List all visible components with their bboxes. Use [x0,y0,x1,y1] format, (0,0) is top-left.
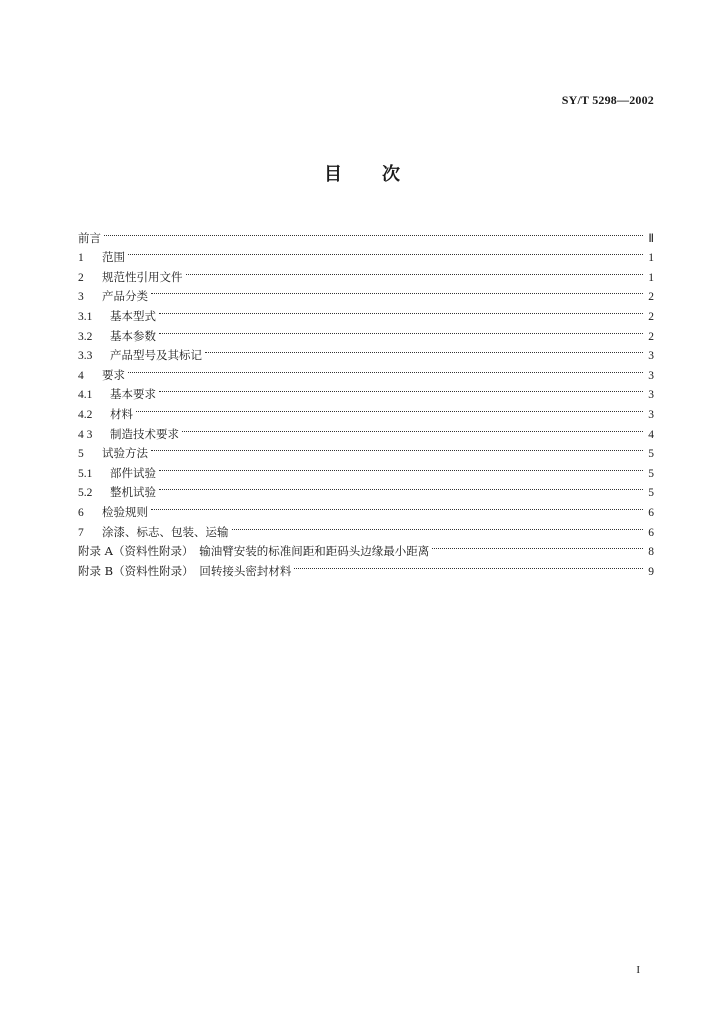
toc-entry-3-1[interactable] [78,300,654,323]
toc-entry-page: 3 [648,408,654,421]
toc-entry-page: 6 [648,526,654,539]
toc-entry-5[interactable] [78,438,654,461]
toc-entry-number: 7 [78,526,84,539]
toc-entry-page: 1 [648,271,654,284]
title-char-1: 目 [324,164,342,185]
standard-number: SY/T 5298—2002 [561,93,654,107]
toc-entry-page: 2 [648,291,654,304]
toc-dot-leader [104,222,643,242]
toc-entry-number: 4.2 [78,408,93,421]
toc-dot-leader [232,516,644,536]
toc-entry-7[interactable] [78,516,654,539]
toc-entry-number: 5 [78,448,84,461]
toc-entry-page: 4 [648,428,654,441]
toc-entry-label: 材料 [110,406,133,421]
toc-entry-page: 2 [648,330,654,343]
toc-entry-foreword[interactable] [78,222,654,245]
toc-dot-leader [182,418,643,438]
toc-entry-label: 涂漆、标志、包装、运输 [102,524,229,539]
toc-dot-leader [205,340,643,360]
toc-entry-page: 3 [648,350,654,363]
toc-dot-leader [151,496,643,516]
toc-entry-5-2[interactable] [78,477,654,500]
toc-entry-page: 5 [648,467,654,480]
toc-entry-label: 要求 [102,367,125,382]
toc-entry-page: 5 [648,448,654,461]
toc-entry-number: 1 [78,252,84,265]
toc-entry-1[interactable] [78,242,654,265]
toc-dot-leader [159,320,643,340]
toc-entry-label: 规范性引用文件 [102,269,183,284]
toc-entry-page: 2 [648,310,654,323]
page-title [0,160,724,186]
toc-entry-label: 范围 [102,250,125,265]
toc-dot-leader [136,398,643,418]
toc-entry-label: 产品型号及其标记 [110,348,202,363]
toc-dot-leader [151,281,643,301]
title-char-2: 次 [382,164,400,185]
toc-entry-label: 整机试验 [110,485,156,500]
toc-entry-number: 3.3 [78,350,93,363]
toc-entry-label: 基本要求 [110,387,156,402]
toc-entry-label: 附录 A（资料性附录） 输油臂安装的标准间距和距码头边缘最小距离 [78,544,430,559]
toc-entry-label: 制造技术要求 [110,426,179,441]
toc-dot-leader [151,438,643,458]
toc-dot-leader [294,555,643,575]
toc-entry-5-1[interactable] [78,457,654,480]
toc-entry-number: 3.1 [78,310,93,323]
toc-entry-label: 部件试验 [110,465,156,480]
toc-dot-leader [128,242,643,262]
toc-entry-3-3[interactable] [78,340,654,363]
toc-entry-page: 9 [648,565,654,578]
toc-entry-3-2[interactable] [78,320,654,343]
toc-dot-leader [128,359,643,379]
toc-entry-number: 4 3 [78,428,93,441]
toc-entry-page: 6 [648,506,654,519]
toc-entry-page: 5 [648,487,654,500]
toc-entry-number: 4.1 [78,389,93,402]
toc-entry-label: 前言 [78,230,101,245]
toc-entry-label: 检验规则 [102,504,148,519]
toc-entry-4-3[interactable] [78,418,654,441]
toc-entry-label: 试验方法 [102,446,148,461]
toc-entry-4-1[interactable] [78,379,654,402]
toc-dot-leader [432,536,643,556]
toc-dot-leader [159,477,643,497]
toc-entry-number: 2 [78,271,84,284]
page-number: I [636,964,640,976]
toc-entry-3[interactable] [78,281,654,304]
toc-entry-4-2[interactable] [78,398,654,421]
toc-dot-leader [159,300,643,320]
toc-entry-page: 8 [648,546,654,559]
toc-dot-leader [159,457,643,477]
toc-entry-page: 1 [648,252,654,265]
toc-entry-label: 附录 B（资料性附录） 回转接头密封材料 [78,563,292,578]
toc-entry-label: 基本型式 [110,308,156,323]
toc-entry-page: 3 [648,389,654,402]
toc-dot-leader [186,261,644,281]
toc-entry-page: 3 [648,369,654,382]
toc-entry-number: 4 [78,369,84,382]
toc-entry-number: 5.2 [78,487,93,500]
toc-entry-label: 产品分类 [102,289,148,304]
toc-entry-label: 基本参数 [110,328,156,343]
table-of-contents [78,222,654,578]
toc-entry-6[interactable] [78,496,654,519]
toc-entry-2[interactable] [78,261,654,284]
toc-entry-number: 3.2 [78,330,93,343]
toc-dot-leader [159,379,643,399]
toc-entry-4[interactable] [78,359,654,382]
toc-entry-number: 3 [78,291,84,304]
toc-entry-page: Ⅱ [648,232,654,245]
toc-entry-number: 6 [78,506,84,519]
toc-entry-number: 5.1 [78,467,93,480]
